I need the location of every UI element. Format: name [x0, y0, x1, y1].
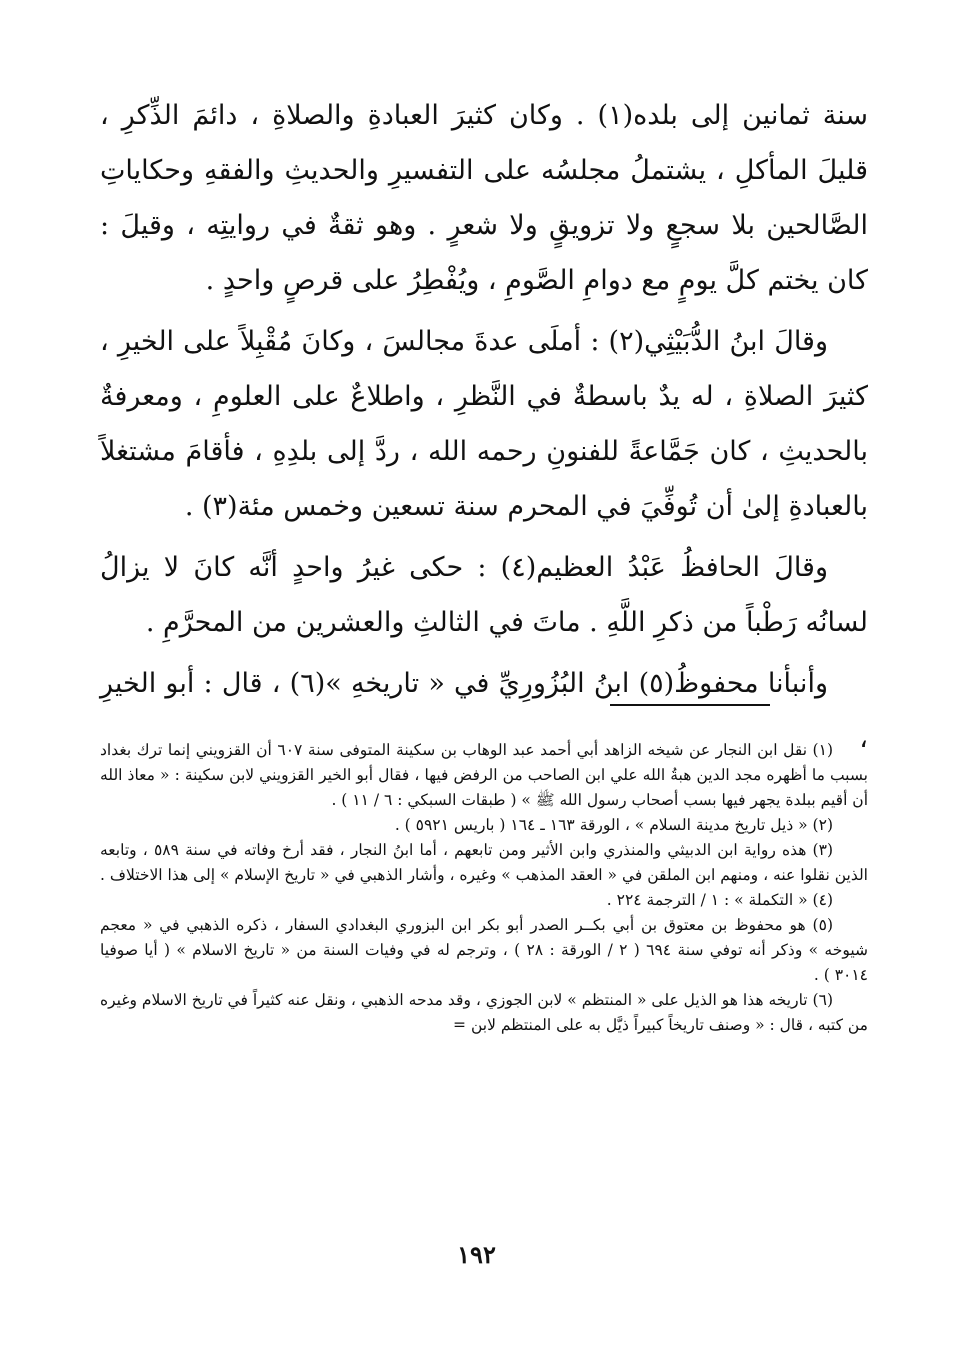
- main-paragraph-1: سنة ثمانين إلى بلده(١) . وكان كثيرَ العبادةِ والصلاةِ ، دائمَ الذِّكرِ ، قليلَ المأكلِ ، يشتملُ مجلسُه على التفسيرِ والحديثِ والفقهِ وحكاياتِ الصَّالحين بلا سجعٍ ولا تزويقٍ ولا شعرٍ . وهو ثقةٌ في روايتِه ، وقيلَ : كان يختم كلَّ يومٍ مع دوامِ الصَّومِ ، ويُفْطِرُ على قرصٍ واحدٍ .: [100, 100, 868, 296]
- page-number: ١٩٢: [457, 1240, 496, 1269]
- footnote-3: (٣) هذه رواية ابن الدبيثي والمنذري وابن الأثير ومن تابعهم ، أما ابنُ النجار ، فقد أرخ وفاته في سنة ٥٨٩ ، وتابعه الذين نقلوا عنه ، ومنهم ابن الملقن في « العقد المذهب » وغيره ، وأشار الذهبي في « تاريخ الإسلام » إلى هذا الاختلاف .: [100, 841, 868, 884]
- footnote-2: (٢) « ذيل تاريخ مدينة السلام » ، الورقة ١٦٣ ـ ١٦٤ ( باريس ٥٩٢١ ) .: [394, 816, 833, 834]
- footnote-5: (٥) هو محفوظ بن معتوق بن أبي بكــر الصدر أبو بكر ابن البزوري البغدادي السفار ، ذكره الذهبي في « معجم شيوخه » وذكر أنه توفي سنة ٦٩٤ ( ٢ / الورقة : ٢٨ ) ، وترجم له في وفيات السنة من « تاريخ الاسلام » ( أيا صوفيا ٣٠١٤ ) .: [100, 916, 868, 984]
- footnote-separator: [610, 704, 770, 706]
- footnote-1: (١) نقل ابن النجار عن شيخه الزاهد أبي أحمد عبد الوهاب بن سكينة المتوفى سنة ٦٠٧ أن القزويني إنما ترك بغداد بسبب ما أظهره مجد الدين هبةُ الله علي ابن الصاحب من الرفض فيها ، فقال أبو الخير القزويني لابن سكينة : « معاذ الله أن أقيم ببلدة يجهر فيها بسب أصحاب رسول الله ﷺ » ( طبقات السبكي : ٦ / ١١ ) .: [100, 741, 868, 809]
- footnotes: [100, 738, 868, 1038]
- footnote-6: (٦) تاريخه هذا هو الذيل على « المنتظم » لابن الجوزي ، وقد مدحه الذهبي ، ونقل عنه كثيراً في تاريخ الاسلام وغيره من كتبه ، قال : « وصنف تاريخاً كبيراً ذيَّل به على المنتظم لابن =: [100, 991, 868, 1034]
- main-paragraph-3: وقالَ الحافظُ عَبْدُ العظيم(٤) : حكى غيرُ واحدٍ أنَّه كانَ لا يزالُ لسانُه رَطْباً من ذكرِ اللَّهِ . ماتَ في الثالثِ والعشرين من المحرَّمِ .: [100, 552, 868, 638]
- main-text: [100, 88, 868, 772]
- main-paragraph-4: وأنبأنا محفوظُ(٥) ابنُ البُزُورِيِّ في « تاريخهِ »(٦) ، قال : أبو الخيرِ ،: [100, 668, 868, 754]
- main-paragraph-2: وقالَ ابنُ الدُّبَيْثِي(٢) : أملَى عدةَ مجالسَ ، وكانَ مُقْبِلاً على الخيرِ ، كثيرَ الصلاةِ ، له يدٌ باسطةٌ في النَّظرِ ، واطلاعٌ على العلومِ ، ومعرفةٌ بالحديثِ ، كان جَمَّاعةً للفنونِ رحمه الله ، ردَّ إلى بلدِهِ ، فأقامَ مشتغلاً بالعبادةِ إلىٰ أن تُوفِّيَ في المحرم سنة تسعين وخمس مئة(٣) .: [100, 326, 868, 522]
- footnote-4: (٤) « التكملة » : ١ / الترجمة ٢٢٤ .: [606, 891, 833, 909]
